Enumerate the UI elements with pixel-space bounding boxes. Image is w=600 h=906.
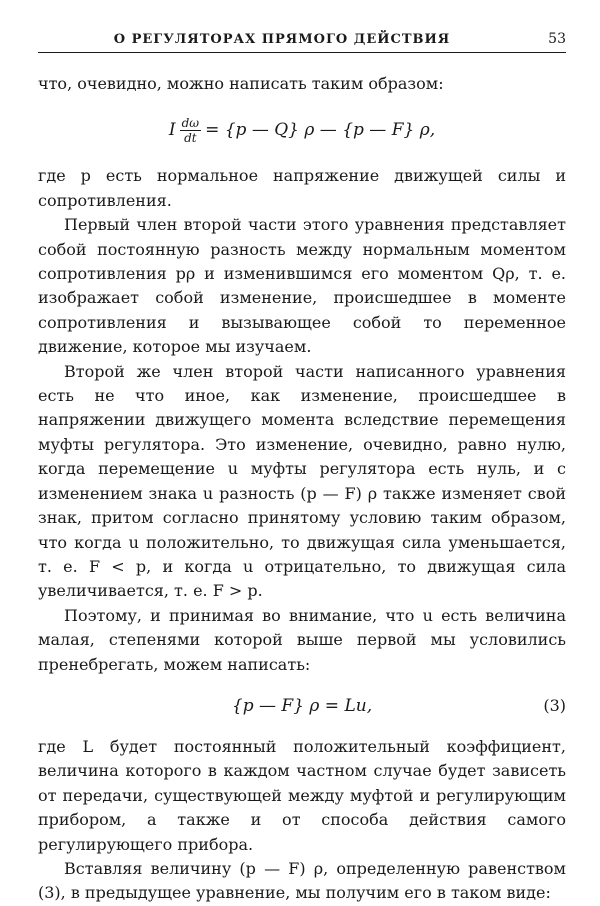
equation-1-denominator: dt	[184, 130, 197, 145]
equation-1-lhs-symbol: I	[168, 120, 176, 141]
equation-1-rhs: = {p — Q} ρ — {p — F} ρ,	[205, 120, 436, 141]
equation-1-numerator: dω	[181, 115, 200, 130]
paragraph-p-definition: где p есть нормальное напряжение движущей силы и сопротивления.	[38, 166, 566, 210]
paragraph-therefore: Поэтому, и принимая во внимание, что u есть величина малая, степенями которой выше первой мы условились пренебрегать, можем написать:	[38, 605, 566, 674]
equation-2	[38, 677, 566, 735]
equation-2-expression: {p — F} ρ = Lu,	[231, 695, 373, 716]
paragraph-first-term: Первый член второй части этого уравнения представляет собой постоянную разность между нормальным моментом сопротивления pρ и изменившимся его моментом Qρ, т. е. изображает собой изменение, происшедшее в моменте сопротивления и вызывающее собой то переменное движение, которое мы изучаем.	[38, 215, 566, 357]
equation-1	[38, 100, 566, 160]
page-header	[38, 30, 566, 53]
page-number: 53	[548, 31, 566, 47]
body-text	[38, 72, 566, 906]
equation-2-number: (3)	[543, 696, 566, 716]
paragraph-intro: что, очевидно, можно написать таким образом:	[38, 74, 444, 93]
running-title: О РЕГУЛЯТОРАХ ПРЯМОГО ДЕЙСТВИЯ	[113, 32, 451, 47]
equation-1-fraction	[180, 116, 201, 145]
paragraph-substitution: Вставляя величину (p — F) ρ, определенную равенством (3), в предыдущее уравнение, мы получим его в таком виде:	[38, 858, 566, 903]
paragraph-second-term: Второй же член второй части написанного уравнения есть не что иное, как изменение, происшедшее в напряжении движущего момента вследствие перемещения муфты регулятора. Это изменение, очевидно, равно нулю, когда перемещение u муфты регулятора есть нуль, и с изменением знака u разность (p — F) ρ также изменяет свой знак, притом согласно принятому условию таким образом, что когда u положительно, то движущая сила уменьшается, т. е. F < p, и когда u отрицательно, то движущая сила увеличивается, т. е. F > p.	[38, 361, 566, 601]
paragraph-l-definition: где L будет постоянный положительный коэффициент, величина которого в каждом частном случае будет зависеть от передачи, существующей между муфтой и регулирующим прибором, а также и от способа действия самого регулирующего прибора.	[38, 736, 566, 854]
